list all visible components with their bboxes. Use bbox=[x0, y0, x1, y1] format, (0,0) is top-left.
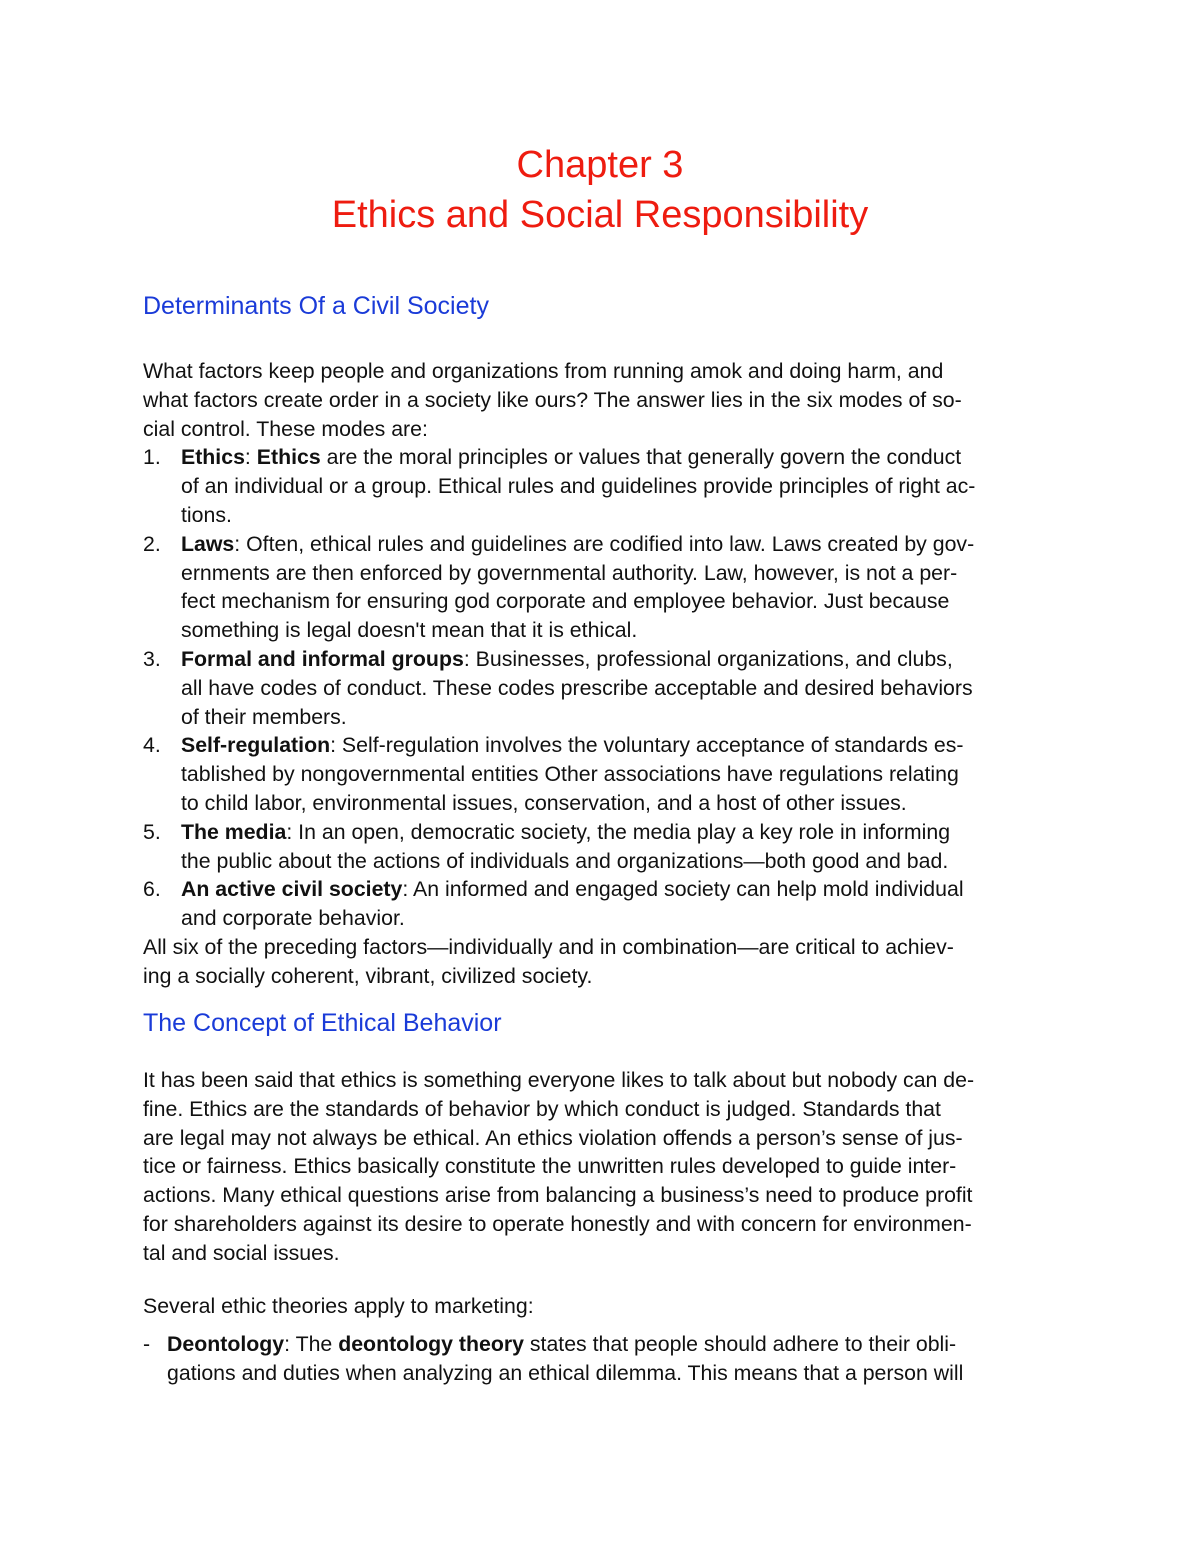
term-colon: : bbox=[330, 733, 337, 758]
term: Self-regulation bbox=[181, 733, 331, 758]
term: Formal and informal groups bbox=[181, 646, 464, 671]
section-heading-civil-society: Determinants Of a Civil Society bbox=[143, 292, 489, 320]
list-number: 1. bbox=[143, 445, 161, 470]
list-number: 3. bbox=[143, 646, 161, 671]
text-line: tions. bbox=[181, 502, 232, 527]
term-repeat: Ethics bbox=[256, 445, 321, 470]
section-heading-ethical-behavior: The Concept of Ethical Behavior bbox=[143, 1009, 502, 1037]
chapter-name: Ethics and Social Responsibility bbox=[331, 194, 869, 236]
list-item bbox=[143, 443, 1053, 529]
text-line: of an individual or a group. Ethical rules and guidelines provide principles of right ac- bbox=[181, 474, 976, 499]
term: An active civil society bbox=[181, 877, 403, 902]
term-colon: : bbox=[463, 646, 470, 671]
text-line: An informed and engaged society can help mold individual bbox=[408, 877, 964, 902]
list-item bbox=[143, 530, 1053, 645]
text-line: cial control. These modes are: bbox=[143, 416, 428, 441]
list-item bbox=[143, 731, 1053, 817]
term-colon: : bbox=[284, 1331, 291, 1356]
text-line: Often, ethical rules and guidelines are codified into law. Laws created by gov- bbox=[240, 531, 975, 556]
text-line: what factors create order in a society like ours? The answer lies in the six modes of so- bbox=[143, 387, 962, 412]
text-line: to child labor, environmental issues, conservation, and a host of other issues. bbox=[181, 790, 907, 815]
text-line: tablished by nongovernmental entities Other associations have regulations relating bbox=[181, 762, 959, 787]
text-line: the public about the actions of individuals and organizations—both good and bad. bbox=[181, 848, 949, 873]
theories-section bbox=[143, 1292, 1053, 1387]
section-civil-society-body bbox=[143, 357, 1053, 991]
term-colon: : bbox=[286, 819, 293, 844]
list-number: 6. bbox=[143, 877, 161, 902]
list-item bbox=[143, 1330, 1053, 1388]
text-line: ernments are then enforced by governmental authority. Law, however, is not a per- bbox=[181, 560, 958, 585]
text-line: All six of the preceding factors—individually and in combination—are critical to achiev- bbox=[143, 934, 954, 959]
closing-paragraph bbox=[143, 933, 1053, 991]
chapter-title bbox=[0, 140, 1200, 240]
list-number: 5. bbox=[143, 819, 161, 844]
term-colon: : bbox=[402, 877, 409, 902]
chapter-number: Chapter 3 bbox=[516, 144, 684, 186]
text-line: and corporate behavior. bbox=[181, 906, 405, 931]
text-line: tal and social issues. bbox=[143, 1240, 340, 1265]
term: Ethics bbox=[181, 445, 245, 470]
text-line: Self-regulation involves the voluntary acceptance of standards es- bbox=[336, 733, 964, 758]
list-item bbox=[143, 818, 1053, 876]
text-line: actions. Many ethical questions arise from balancing a business’s need to produce profit bbox=[143, 1183, 973, 1208]
text-line: tice or fairness. Ethics basically constitute the unwritten rules developed to guide inter- bbox=[143, 1154, 957, 1179]
text-line: for shareholders against its desire to operate honestly and with concern for environmen- bbox=[143, 1211, 972, 1236]
text-line: gations and duties when analyzing an ethical dilemma. This means that a person will bbox=[167, 1360, 964, 1385]
text-line: of their members. bbox=[181, 704, 347, 729]
term-colon: : bbox=[244, 445, 251, 470]
text-line: What factors keep people and organizations from running amok and doing harm, and bbox=[143, 359, 944, 383]
text-fragment: The bbox=[290, 1331, 339, 1356]
term-bold: deontology theory bbox=[338, 1331, 524, 1356]
text-line: fine. Ethics are the standards of behavior by which conduct is judged. Standards that bbox=[143, 1096, 941, 1121]
term: The media bbox=[181, 819, 287, 844]
text-line: are the moral principles or values that generally govern the conduct bbox=[320, 445, 962, 470]
text-line: something is legal doesn't mean that it is ethical. bbox=[181, 618, 638, 643]
text-line: Businesses, professional organizations, and clubs, bbox=[469, 646, 953, 671]
list-item bbox=[143, 875, 1053, 933]
term: Deontology bbox=[167, 1331, 285, 1356]
list-item bbox=[143, 645, 1053, 731]
ethics-paragraph bbox=[143, 1066, 1053, 1268]
theories-intro: Several ethic theories apply to marketing: bbox=[143, 1294, 534, 1318]
term: Laws bbox=[181, 531, 235, 556]
term-colon: : bbox=[234, 531, 241, 556]
intro-paragraph bbox=[143, 357, 1053, 443]
text-line: fect mechanism for ensuring god corporate and employee behavior. Just because bbox=[181, 589, 950, 614]
social-control-modes-list bbox=[143, 443, 1053, 933]
theories-list bbox=[143, 1330, 1053, 1388]
dash-bullet: - bbox=[143, 1331, 151, 1356]
text-line: states that people should adhere to their obli- bbox=[523, 1331, 957, 1356]
list-number: 4. bbox=[143, 733, 161, 758]
text-line: In an open, democratic society, the media play a key role in informing bbox=[292, 819, 951, 844]
text-line: It has been said that ethics is something everyone likes to talk about but nobody can de- bbox=[143, 1068, 975, 1092]
section-ethical-behavior-body bbox=[143, 1066, 1053, 1268]
list-number: 2. bbox=[143, 531, 161, 556]
text-line: all have codes of conduct. These codes prescribe acceptable and desired behaviors bbox=[181, 675, 973, 700]
text-line: ing a socially coherent, vibrant, civilized society. bbox=[143, 963, 593, 988]
text-line: are legal may not always be ethical. An ethics violation offends a person’s sense of jus- bbox=[143, 1125, 963, 1150]
